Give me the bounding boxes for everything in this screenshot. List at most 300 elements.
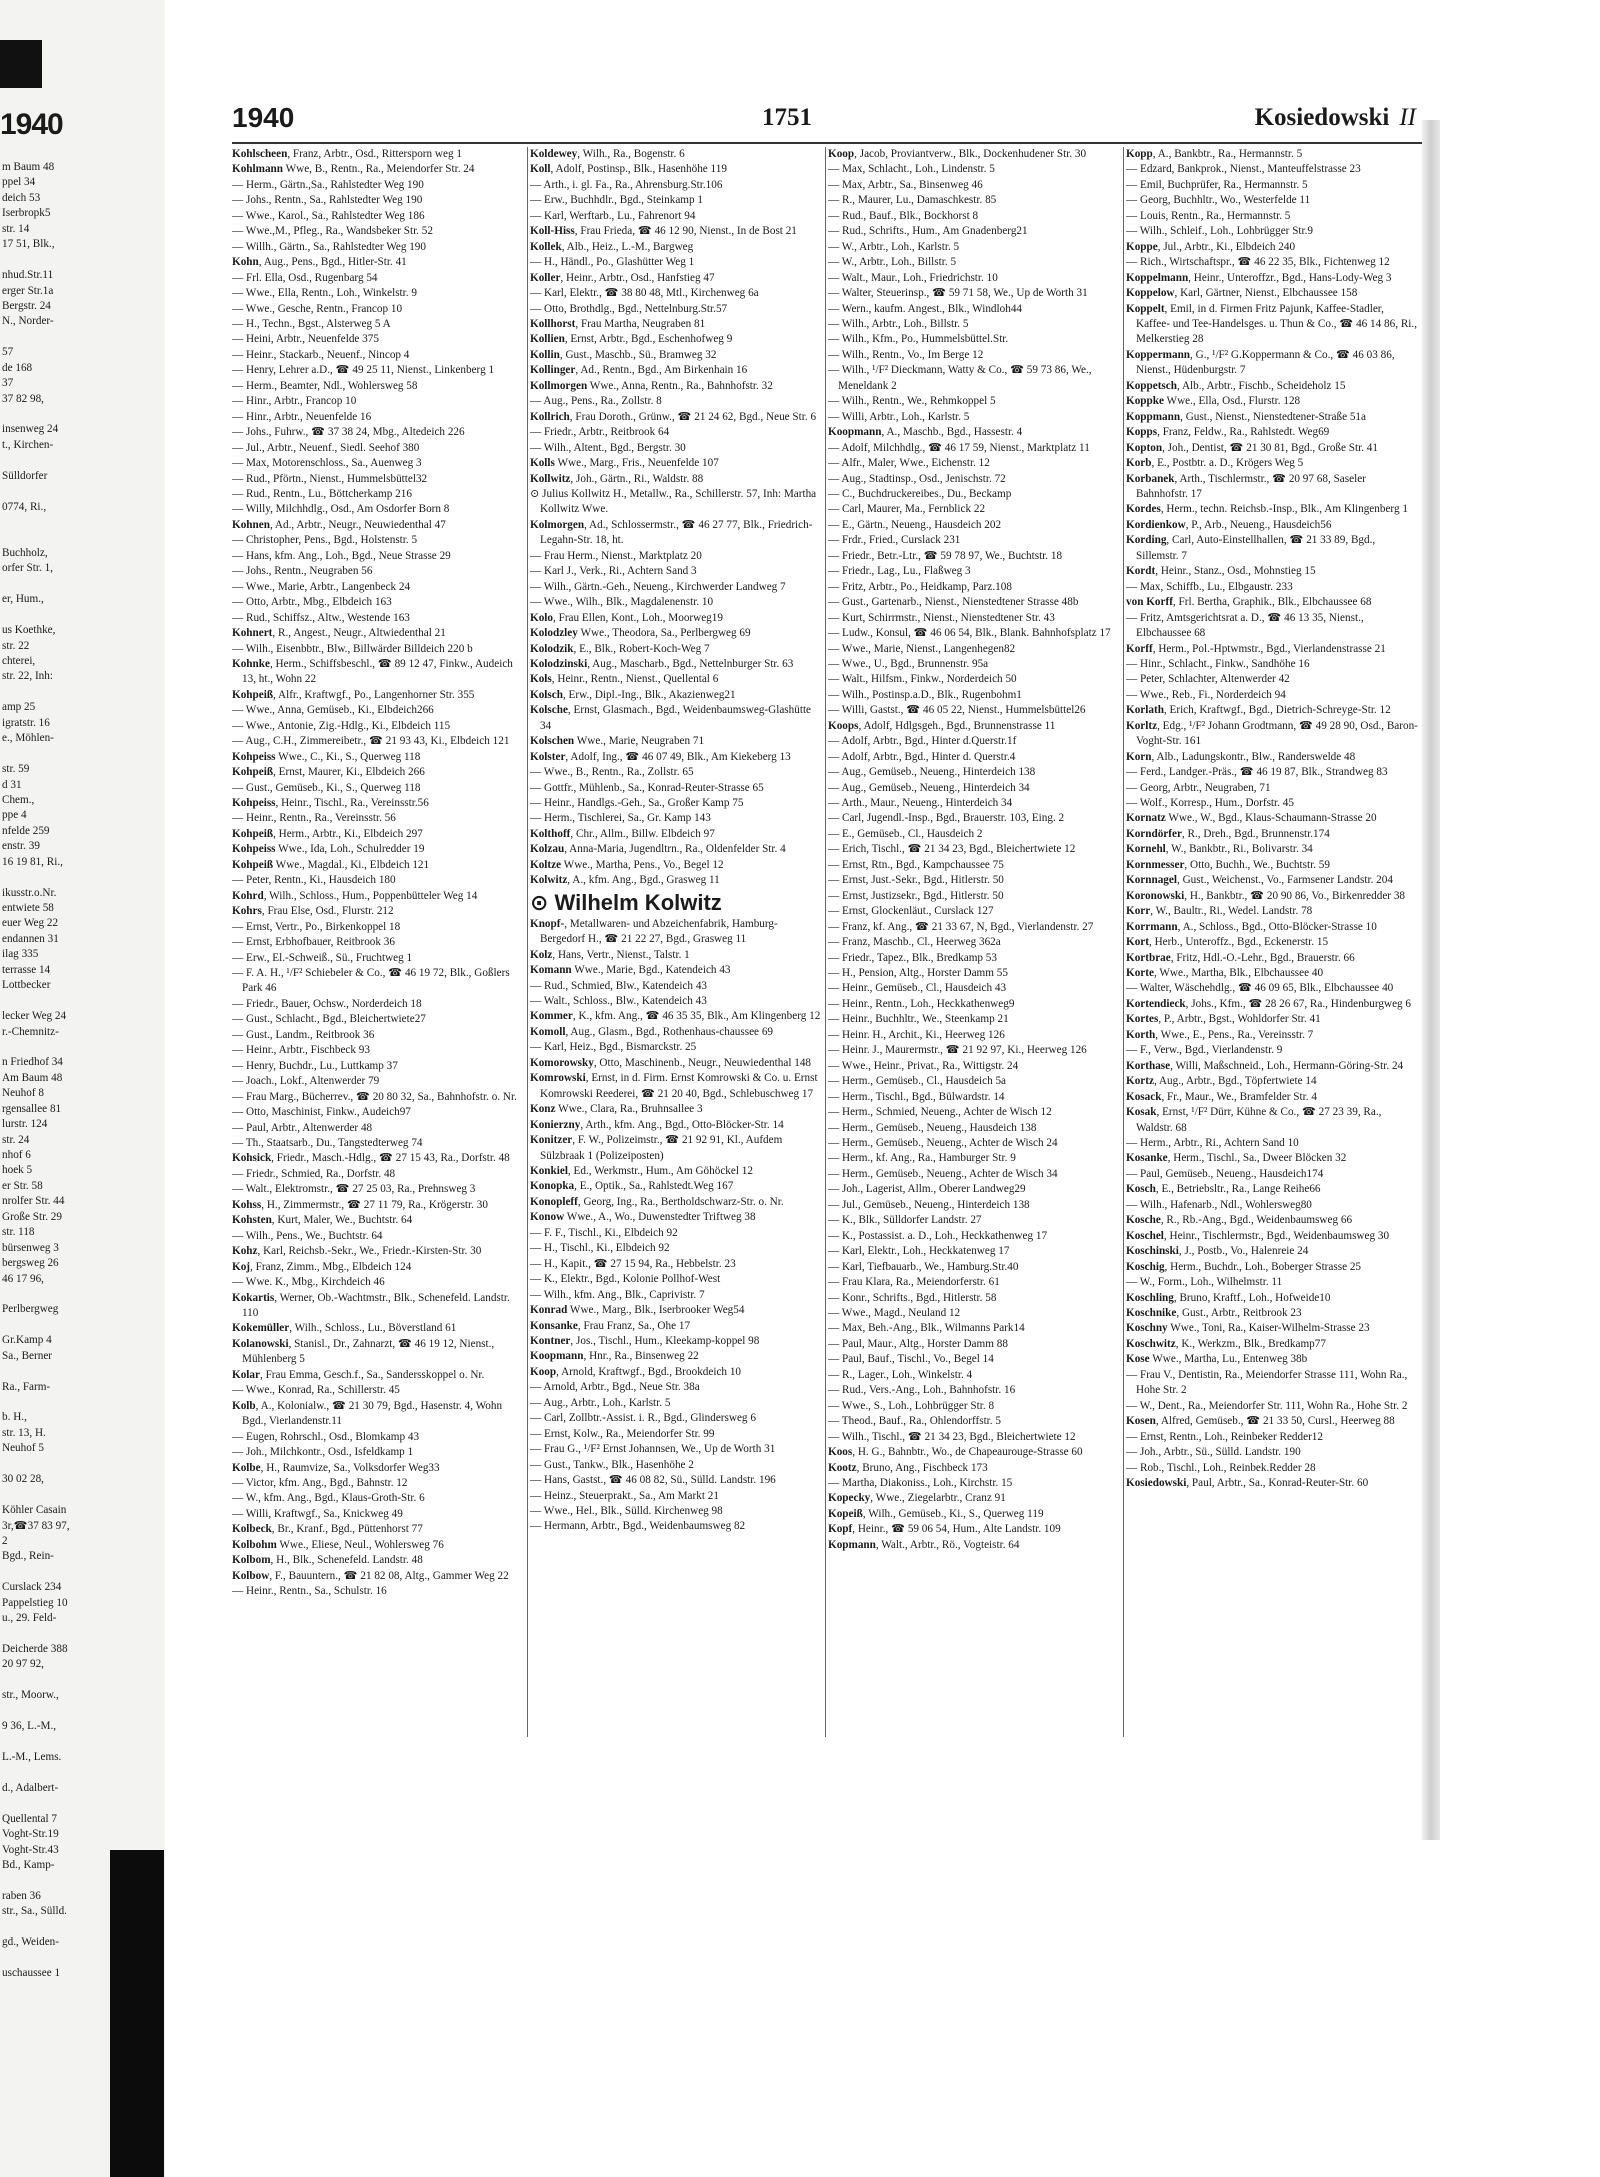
directory-entry: — Friedr., Schmied, Ra., Dorfstr. 48: [232, 1167, 396, 1180]
directory-entry: — Friedr., Betr.-Ltr., ☎ 59 78 97, We., Buchtstr. 18: [828, 549, 1063, 562]
directory-entry: — E., Gärtn., Neueng., Hausdeich 202: [828, 518, 1002, 531]
directory-entry: — Franz, Maschb., Cl., Heerweg 362a: [828, 936, 1001, 949]
fragment-line: d 31: [2, 778, 22, 791]
directory-entry: — Otto, Brothdlg., Bgd., Nettelnburg.Str.57: [530, 302, 728, 315]
fragment-line: deich 53: [2, 191, 41, 204]
directory-entry: Kolschen Wwe., Marie, Neugraben 71: [530, 735, 705, 748]
directory-entry: Korff, Herm., Pol.-Hptwmstr., Bgd., Vierlandenstrasse 21: [1126, 642, 1386, 655]
directory-entry: Kohrs, Frau Else, Osd., Flurstr. 212: [232, 905, 394, 918]
fragment-line: str. 59: [2, 763, 30, 776]
fragment-line: 30 02 28,: [2, 1473, 44, 1486]
fragment-line: Ra., Farm-: [2, 1380, 51, 1393]
directory-entry: — Johs., Rentn., Sa., Rahlstedter Weg 190: [232, 194, 423, 207]
directory-entry: — Walt., Elektromstr., ☎ 27 25 03, Ra., Prehnsweg 3: [232, 1183, 476, 1196]
directory-entry: Kolar, Frau Emma, Gesch.f., Sa., Sandersskoppel o. Nr.: [232, 1368, 485, 1381]
directory-entry: Koos, H. G., Bahnbtr., Wo., de Chapeaurouge-Strasse 60: [828, 1446, 1083, 1459]
directory-entry: — Walter, Wäschehdlg., ☎ 46 09 65, Blk., Elbchaussee 40: [1126, 982, 1394, 995]
directory-entry: — Ernst, Vertr., Po., Birkenkoppel 18: [232, 920, 401, 933]
fragment-line: u., 29. Feld-: [2, 1612, 57, 1625]
fragment-line: chterei,: [2, 655, 36, 667]
directory-entry: — Herm., Gärtn.,Sa., Rahlstedter Weg 190: [232, 178, 424, 191]
directory-entry: Kolls Wwe., Marg., Fris., Neuenfelde 107: [530, 457, 719, 470]
directory-entry: Konkiel, Ed., Werkmstr., Hum., Am Göhöckel 12: [530, 1165, 753, 1177]
directory-entry: Kolbeck, Br., Kranf., Bgd., Püttenhorst 77: [232, 1523, 423, 1536]
directory-entry: — Alfr., Maler, Wwe., Eichenstr. 12: [828, 457, 990, 470]
fragment-line: Perlbergweg: [2, 1303, 59, 1316]
directory-entry: — Heinr., Rentn., Loh., Heckkathenweg9: [828, 997, 1015, 1010]
directory-entry: — Paul, Gemüseb., Neueng., Hausdeich174: [1126, 1167, 1324, 1180]
scan-edge-right-shadow: [1422, 120, 1440, 1840]
directory-entry: — Louis, Rentn., Ra., Hermannstr. 5: [1126, 209, 1291, 222]
directory-entry: Kosche, R., Rb.-Ang., Bgd., Weidenbaumsweg 66: [1126, 1214, 1353, 1227]
directory-entry: Kolmorgen, Ad., Schlossermstr., ☎ 46 27 77, Blk., Friedrich-Legahn-Str. 18, ht.: [530, 518, 813, 547]
directory-entry: — Aug., Pens., Ra., Zollstr. 8: [530, 395, 662, 408]
fragment-line: Bgd., Rein-: [2, 1550, 54, 1563]
directory-entry: — Adolf, Arbtr., Bgd., Hinter d.Querstr.1f: [828, 735, 1017, 748]
directory-entry: — Rud., Pförtn., Nienst., Hummelsbüttel32: [232, 472, 428, 485]
directory-entry: — Wern., kaufm. Angest., Blk., Windloh44: [828, 302, 1023, 315]
fragment-line: Gr.Kamp 4: [2, 1334, 52, 1347]
directory-entry: — Rob., Tischl., Loh., Reinbek.Redder 28: [1126, 1461, 1316, 1474]
directory-entry: Koschwitz, K., Werkzm., Blk., Bredkamp77: [1126, 1337, 1326, 1350]
directory-entry: — Gust., Gemüseb., Ki., S., Querweg 118: [232, 781, 421, 794]
fragment-line: str. 118: [2, 1226, 35, 1239]
directory-entry: — Wwe., B., Rentn., Ra., Zollstr. 65: [530, 766, 694, 779]
fragment-line: Buchholz,: [2, 546, 48, 559]
directory-entry: Kopecky, Wwe., Ziegelarbtr., Cranz 91: [828, 1492, 1006, 1505]
directory-entry: — Hinr., Schlacht., Finkw., Sandhöhe 16: [1126, 657, 1310, 670]
directory-entry: — Carl, Jugendl.-Insp., Bgd., Brauerstr. 103, Eing. 2: [828, 812, 1065, 825]
fragment-line: er, Hum.,: [2, 593, 44, 606]
directory-entry: — Wwe., Ella, Rentn., Loh., Winkelstr. 9: [232, 287, 417, 300]
fragment-line: bergsweg 26: [2, 1257, 59, 1270]
fragment-line: [2, 1457, 152, 1472]
directory-entry: Kohpeiß Wwe., Magdal., Ki., Elbdeich 121: [232, 858, 430, 871]
directory-entry: Kosack, Fr., Maur., We., Bramfelder Str. 4: [1126, 1090, 1317, 1103]
directory-column-4: [1126, 147, 1418, 1735]
directory-entry: Kortes, P., Arbtr., Bgst., Wohldorfer Str. 41: [1126, 1013, 1321, 1026]
directory-entry: Kortbrae, Fritz, Hdl.-O.-Lehr., Bgd., Brauerstr. 66: [1126, 951, 1355, 964]
directory-entry: Kopps, Franz, Feldw., Ra., Rahlstedt. Weg69: [1126, 426, 1330, 439]
directory-entry: — Hans, Gastst., ☎ 46 08 82, Sü., Sülld. Landstr. 196: [530, 1474, 776, 1487]
directory-entry: — Wwe., Hel., Blk., Sülld. Kirchenweg 98: [530, 1504, 723, 1517]
directory-entry: — Heinr., Arbtr., Fischbeck 93: [232, 1044, 370, 1057]
directory-entry: Kortendieck, Johs., Kfm., ☎ 28 26 67, Ra., Hindenburgweg 6: [1126, 997, 1412, 1010]
directory-entry: — Heinz., Steuerprakt., Sa., Am Markt 21: [530, 1489, 719, 1502]
fragment-line: [2, 1318, 152, 1333]
directory-entry: Kornnagel, Gust., Weichenst., Vo., Farmsener Landstr. 204: [1126, 874, 1393, 887]
directory-entry: Kosch, E., Betriebsltr., Ra., Lange Reihe66: [1126, 1183, 1321, 1196]
directory-entry: — Friedr., Bauer, Ochsw., Norderdeich 18: [232, 997, 422, 1010]
fragment-line: lurstr. 124: [2, 1118, 48, 1131]
directory-columns: [232, 147, 1422, 1737]
directory-entry: Koschel, Heinr., Tischlermstr., Bgd., Weidenbaumsweg 30: [1126, 1229, 1390, 1242]
directory-entry: — Wilh., Gärtn.-Geh., Neueng., Kirchwerder Landweg 7: [530, 580, 786, 593]
directory-entry: Kolbom, H., Blk., Schenefeld. Landstr. 48: [232, 1554, 423, 1567]
directory-entry: — Arnold, Arbtr., Bgd., Neue Str. 38a: [530, 1381, 700, 1394]
directory-entry: — Herm., Tischl., Bgd., Bülwardstr. 14: [828, 1090, 1005, 1103]
directory-entry: Korbanek, Arth., Tischlermstr., ☎ 20 97 68, Saseler Bahnhofstr. 17: [1126, 472, 1366, 500]
directory-entry: — Paul, Arbtr., Altenwerder 48: [232, 1121, 373, 1134]
fragment-line: [2, 1395, 152, 1410]
fragment-line: [2, 994, 152, 1009]
directory-entry: — Herm., Gemüseb., Cl., Hausdeich 5a: [828, 1075, 1007, 1088]
fragment-line: bürsenweg 3: [2, 1241, 59, 1254]
directory-entry: Koppke Wwe., Ella, Osd., Flurstr. 128: [1126, 395, 1301, 408]
fragment-line: b. H.,: [2, 1411, 27, 1424]
fragment-line: [2, 407, 152, 422]
directory-entry: Kollien, Ernst, Arbtr., Bgd., Eschenhofweg 9: [530, 333, 733, 346]
directory-entry: Koppetsch, Alb., Arbtr., Fischb., Scheideholz 15: [1126, 379, 1346, 392]
directory-entry: — Walt., Hilfsm., Finkw., Norderdeich 50: [828, 673, 1017, 686]
fragment-line: nfelde 259: [2, 824, 50, 837]
directory-entry: Kosen, Alfred, Gemüseb., ☎ 21 33 50, Cursl., Heerweg 88: [1126, 1415, 1395, 1428]
directory-entry: — Wwe., Konrad, Ra., Schillerstr. 45: [232, 1384, 400, 1397]
directory-entry: Kordt, Heinr., Stanz., Osd., Mohnstieg 15: [1126, 565, 1316, 578]
directory-entry: Koppe, Jul., Arbtr., Ki., Elbdeich 240: [1126, 240, 1296, 253]
fragment-line: nhud.Str.11: [2, 269, 54, 282]
directory-entry: Koppmann, Gust., Nienst., Nienstedtener-Straße 51a: [1126, 410, 1366, 423]
directory-entry: — Wwe., Marie, Nienst., Langenhegen82: [828, 642, 1016, 655]
directory-entry: Kolsche, Ernst, Glasmach., Bgd., Weidenbaumsweg-Glashütte 34: [530, 704, 812, 732]
fragment-line: euer Weg 22: [2, 917, 59, 930]
directory-entry: Kolbow, F., Bauuntern., ☎ 21 82 08, Altg., Gammer Weg 22: [232, 1569, 509, 1582]
directory-entry: Kolb, A., Kolonialw., ☎ 21 30 79, Bgd., Hasenstr. 4, Wohn Bgd., Vierlandenstr.11: [232, 1399, 503, 1428]
directory-entry: — Willi, Gastst., ☎ 46 05 22, Nienst., Hummelsbüttel26: [828, 704, 1086, 717]
directory-entry: — E., Gemüseb., Cl., Hausdeich 2: [828, 827, 983, 840]
fragment-line: [2, 747, 152, 762]
directory-entry: — Herm., Beamter, Ndl., Wohlersweg 58: [232, 379, 418, 392]
directory-entry: Koppelt, Emil, in d. Firmen Fritz Pajunk, Kaffee-Stadler, Kaffee- und Tee-Handelsges. u. Thun & Co., ☎ 46 14 86, Ri., Melkerstieg 28: [1126, 302, 1417, 346]
directory-entry: Komrowski, Ernst, in d. Firm. Ernst Komrowski & Co. u. Ernst Komrowski Reederei, ☎ 21 20 40, Bgd., Schlebuschweg 17: [530, 1072, 818, 1100]
directory-entry: — Rud., Schiffsz., Altw., Westende 163: [232, 611, 410, 624]
directory-entry: — Joh., Lagerist, Allm., Oberer Landweg29: [828, 1183, 1026, 1196]
directory-entry: — Karl, Werftarb., Lu., Fahrenort 94: [530, 209, 696, 222]
fragment-line: str. 13, H.: [2, 1426, 46, 1439]
directory-entry: Kopton, Joh., Dentist, ☎ 21 30 81, Bgd., Große Str. 41: [1126, 441, 1378, 454]
directory-entry: Kopf, Heinr., ☎ 59 06 54, Hum., Alte Landstr. 109: [828, 1523, 1061, 1536]
fragment-line: d., Adalbert-: [2, 1781, 59, 1794]
fragment-line: 0774, Ri.,: [2, 500, 47, 513]
fragment-line: raben 36: [2, 1890, 41, 1902]
directory-entry: Koschinski, J., Postb., Vo., Halenreie 24: [1126, 1245, 1309, 1258]
directory-entry: — Frl. Ella, Osd., Rugenbarg 54: [232, 271, 378, 284]
directory-entry: — Arth., i. gl. Fa., Ra., Ahrensburg.Str.106: [530, 178, 723, 191]
fragment-line: Große Str. 29: [2, 1210, 62, 1223]
directory-entry: — Th., Staatsarb., Du., Tangstedterweg 74: [232, 1137, 423, 1149]
fragment-line: entwiete 58: [2, 902, 54, 914]
directory-entry: Kopeiß, Wilh., Gemüseb., Ki., S., Querweg 119: [828, 1507, 1044, 1520]
fragment-line: 16 19 81, Ri.,: [2, 855, 63, 868]
page-header: [232, 100, 1422, 140]
directory-entry: Kohlscheen, Franz, Arbtr., Osd., Rittersporn weg 1: [232, 148, 462, 160]
directory-entry: — Ludw., Konsul, ☎ 46 06 54, Blk., Blank. Bahnhofsplatz 17: [828, 627, 1111, 640]
directory-entry: — Wilh., Schleif., Loh., Lohbrügger Str.9: [1126, 225, 1314, 238]
directory-entry: Kolthoff, Chr., Allm., Billw. Elbdeich 97: [530, 827, 715, 840]
directory-entry: — Jul., Gemüseb., Neueng., Hinterdeich 138: [828, 1198, 1030, 1211]
directory-entry: — Aug., Gemüseb., Neueng., Hinterdeich 138: [828, 766, 1036, 779]
directory-entry: Kording, Carl, Auto-Einstellhallen, ☎ 21 33 89, Bgd., Sillemstr. 7: [1126, 534, 1376, 562]
fragment-line: [2, 453, 152, 468]
fragment-line: [2, 870, 152, 885]
fragment-line: amp 25: [2, 701, 36, 714]
directory-entry: — C., Buchdruckereibes., Du., Beckamp: [828, 487, 1012, 500]
directory-entry: Kontner, Jos., Tischl., Hum., Kleekamp-koppel 98: [530, 1334, 760, 1347]
directory-entry: Kornatz Wwe., W., Bgd., Klaus-Schaumann-Strasse 20: [1126, 812, 1377, 825]
directory-entry: — R., Lager., Loh., Winkelstr. 4: [828, 1368, 973, 1381]
directory-entry: Kohpeiß, Herm., Arbtr., Ki., Elbdeich 297: [232, 827, 423, 840]
directory-entry: — Max, Beh.-Ang., Blk., Wilmanns Park14: [828, 1322, 1025, 1335]
directory-entry: — Aug., Arbtr., Loh., Karlstr. 5: [530, 1396, 671, 1409]
directory-entry: Kollhorst, Frau Martha, Neugraben 81: [530, 317, 706, 330]
fragment-line: [2, 1565, 152, 1580]
directory-entry: — Walter, Steuerinsp., ☎ 59 71 58, We., Up de Worth 31: [828, 287, 1088, 300]
directory-entry: — Karl, Heiz., Bgd., Bismarckstr. 25: [530, 1041, 697, 1054]
directory-entry: — Ernst, Rentn., Loh., Reinbeker Redder12: [1126, 1430, 1323, 1443]
fragment-line: orfer Str. 1,: [2, 562, 53, 575]
directory-entry: Kolzau, Anna-Maria, Jugendltrn., Ra., Oldenfelder Str. 4: [530, 843, 786, 856]
directory-entry: Kokartis, Werner, Ob.-Wachtmstr., Blk., Schenefeld. Landstr. 110: [232, 1291, 510, 1319]
directory-entry: Komann Wwe., Marie, Bgd., Katendeich 43: [530, 964, 731, 977]
directory-entry: Kosak, Ernst, ¹/F² Dürr, Kühne & Co., ☎ 27 23 39, Ra., Waldstr. 68: [1126, 1106, 1382, 1134]
fragment-line: de 168: [2, 361, 33, 374]
directory-entry: Kohsten, Kurt, Maler, We., Buchtstr. 64: [232, 1214, 413, 1227]
directory-entry: — Karl, Tiefbauarb., We., Hamburg.Str.40: [828, 1260, 1019, 1273]
directory-entry: — Max, Arbtr., Sa., Binsenweg 46: [828, 178, 983, 191]
directory-entry: — Friedr., Tapez., Blk., Bredkamp 53: [828, 951, 997, 964]
column-rule: [527, 147, 528, 1737]
fragment-line: str., Sa., Sülld.: [2, 1905, 67, 1918]
directory-entry: ⊙ Wilhelm Kolwitz: [530, 889, 722, 915]
directory-entry: Kohnke, Herm., Schiffsbeschl., ☎ 89 12 47, Finkw., Audeich 13, ht., Wohn 22: [232, 657, 513, 686]
directory-entry: Koschnike, Gust., Arbtr., Reitbrook 23: [1126, 1306, 1302, 1319]
directory-entry: — Wwe., Gesche, Rentn., Francop 10: [232, 302, 403, 315]
directory-entry: — Wilh., Rentn., We., Rehmkoppel 5: [828, 395, 996, 408]
directory-entry: — Wwe., Reb., Fi., Norderdeich 94: [1126, 688, 1286, 701]
directory-entry: Kolbohm Wwe., Eliese, Neul., Wohlersweg 76: [232, 1538, 444, 1551]
directory-entry: — Wilh., Postinsp.a.D., Blk., Rugenbohm1: [828, 688, 1022, 701]
directory-entry: von Korff, Frl. Bertha, Graphik., Blk., Elbchaussee 68: [1126, 596, 1372, 609]
directory-entry: Korr, W., Baultr., Ri., Wedel. Landstr. 78: [1126, 905, 1313, 918]
directory-entry: Konopka, E., Optik., Sa., Rahlstedt.Weg 167: [530, 1180, 734, 1193]
directory-entry: Koll-Hiss, Frau Frieda, ☎ 46 12 90, Nienst., In de Bost 21: [530, 225, 797, 238]
fragment-line: endannen 31: [2, 932, 59, 945]
directory-entry: — Wolf., Korresp., Hum., Dorfstr. 45: [1126, 797, 1294, 810]
directory-entry: Korndörfer, R., Dreh., Bgd., Brunnenstr.174: [1126, 827, 1330, 840]
directory-entry: — K., Postassist. a. D., Loh., Heckkathenweg 17: [828, 1229, 1048, 1242]
directory-entry: — Ernst, Glockenläut., Curslack 127: [828, 905, 994, 918]
fragment-line: [2, 531, 152, 546]
directory-entry: Koopmann, Hnr., Ra., Binsenweg 22: [530, 1350, 699, 1363]
fragment-line: str. 22: [2, 639, 30, 652]
fragment-line: str., Moorw.,: [2, 1689, 59, 1702]
fragment-line: Pappelstieg 10: [2, 1596, 68, 1609]
directory-entry: — Gust., Schlacht., Bgd., Bleichertwiete27: [232, 1013, 426, 1026]
directory-entry: Korrmann, A., Schloss., Bgd., Otto-Blöcker-Strasse 10: [1126, 920, 1377, 933]
directory-entry: Kohpeiss, Heinr., Tischl., Ra., Vereinsstr.56: [232, 797, 429, 810]
directory-entry: — Aug., C.H., Zimmereibetr., ☎ 21 93 43, Ki., Elbdeich 121: [232, 735, 510, 748]
directory-entry: — Adolf, Milchhdlg., ☎ 46 17 59, Nienst., Marktplatz 11: [828, 441, 1090, 454]
fragment-line: 37: [2, 377, 14, 390]
fragment-line: Iserbropk5: [2, 207, 51, 220]
directory-entry: Kohrd, Wilh., Schloss., Hum., Poppenbütteler Weg 14: [232, 889, 478, 902]
directory-entry: Korltz, Edg., ¹/F² Johann Grodtmann, ☎ 49 28 90, Osd., Baron-Voght-Str. 161: [1126, 719, 1418, 748]
directory-entry: — Wwe., Wilh., Blk., Magdalenenstr. 10: [530, 596, 714, 609]
fragment-line: Sa., Berner: [2, 1349, 53, 1362]
directory-entry: — Wilh., kfm. Ang., Blk., Caprivistr. 7: [530, 1288, 705, 1301]
fragment-line: ilag 335: [2, 948, 39, 961]
fragment-line: Bd., Kamp-: [2, 1859, 55, 1872]
directory-entry: Kort, Herb., Unteroffz., Bgd., Eckenerstr. 15: [1126, 936, 1329, 949]
directory-entry: Komoll, Aug., Glasm., Bgd., Rothenhaus-chaussee 69: [530, 1025, 774, 1038]
directory-entry: — Fritz, Arbtr., Po., Heidkamp, Parz.108: [828, 580, 1012, 593]
directory-entry: — Joach., Lokf., Altenwerder 79: [232, 1075, 380, 1088]
directory-entry: — Herm., kf. Ang., Ra., Hamburger Str. 9: [828, 1152, 1016, 1165]
fragment-line: 46 17 96,: [2, 1272, 44, 1285]
directory-entry: — Frau G., ¹/F² Ernst Johannsen, We., Up de Worth 31: [530, 1443, 776, 1456]
fragment-line: Chem.,: [2, 793, 35, 806]
fragment-line: [2, 1364, 152, 1379]
fragment-line: uschaussee 1: [2, 1967, 61, 1980]
directory-entry: Kolanowski, Stanisl., Dr., Zahnarzt, ☎ 46 19 12, Nienst., Mühlenberg 5: [232, 1337, 495, 1366]
directory-entry: — Wilh., Tischl., ☎ 21 34 23, Bgd., Bleichertwiete 12: [828, 1430, 1076, 1443]
directory-entry: — W., kfm. Ang., Bgd., Klaus-Groth-Str. 6: [232, 1492, 425, 1505]
directory-entry: Kornehl, W., Bankbtr., Ri., Bolivarstr. 34: [1126, 843, 1313, 856]
directory-entry: — Heinr., Rentn., Sa., Schulstr. 16: [232, 1585, 387, 1598]
directory-entry: — Otto, Arbtr., Mbg., Elbdeich 163: [232, 596, 392, 609]
directory-entry: — Gust., Tankw., Blk., Hasenhöhe 2: [530, 1458, 694, 1471]
directory-entry: — Jul., Arbtr., Neuenf., Siedl. Seehof 380: [232, 441, 420, 454]
directory-entry: Kose Wwe., Martha, Lu., Entenweg 38b: [1126, 1353, 1308, 1366]
directory-entry: — Frau Herm., Nienst., Marktplatz 20: [530, 549, 702, 562]
fragment-line: str. 24: [2, 1133, 30, 1146]
directory-entry: Koldewey, Wilh., Ra., Bogenstr. 6: [530, 148, 685, 160]
fragment-line: [2, 577, 152, 592]
directory-entry: — Karl, Elektr., Loh., Heckkatenweg 17: [828, 1245, 1010, 1258]
directory-entry: Kosiedowski, Paul, Arbtr., Sa., Konrad-Reuter-Str. 60: [1126, 1476, 1369, 1489]
directory-entry: — Rud., Schmied, Blw., Katendeich 43: [530, 979, 708, 992]
fragment-line: 57: [2, 346, 14, 359]
fragment-line: Köhler Casain: [2, 1504, 67, 1517]
directory-entry: Koronowski, H., Bankbtr., ☎ 20 90 86, Vo., Birkenredder 38: [1126, 889, 1406, 902]
directory-entry: — W., Dent., Ra., Meiendorfer Str. 111, Wohn Ra., Hohe Str. 2: [1126, 1399, 1408, 1412]
directory-entry: — Frdr., Fried., Curslack 231: [828, 534, 961, 547]
directory-entry: — Wilh., Hafenarb., Ndl., Wohlersweg80: [1126, 1198, 1312, 1211]
running-head: [1255, 104, 1416, 132]
directory-entry: — Willh., Gärtn., Sa., Rahlstedter Weg 190: [232, 240, 426, 253]
directory-entry: — W., Arbtr., Loh., Karlstr. 5: [828, 240, 960, 253]
directory-entry: — Otto, Maschinist, Finkw., Audeich97: [232, 1106, 411, 1119]
directory-column-3: [828, 147, 1120, 1735]
directory-entry: — Theod., Bauf., Ra., Ohlendorffstr. 5: [828, 1415, 1001, 1428]
directory-entry: Koopmann, A., Maschb., Bgd., Hassestr. 4: [828, 426, 1023, 439]
directory-entry: — Max, Schlacht., Loh., Lindenstr. 5: [828, 163, 995, 176]
fragment-line: nrolfer Str. 44: [2, 1195, 65, 1208]
directory-entry: — F. F., Tischl., Ki., Elbdeich 92: [530, 1226, 678, 1239]
directory-entry: ⊙ Julius Kollwitz H., Metallw., Ra., Schillerstr. 57, Inh: Martha Kollwitz Wwe.: [530, 487, 817, 516]
directory-entry: — Carl, Zollbtr.-Assist. i. R., Bgd., Glindersweg 6: [530, 1412, 756, 1425]
directory-entry: — Ernst, Rtn., Bgd., Kampchaussee 75: [828, 858, 1004, 871]
directory-entry: Kohpeiß, Ernst, Maurer, Ki., Elbdeich 266: [232, 766, 425, 779]
directory-entry: Kollinger, Ad., Rentn., Bgd., Am Birkenhain 16: [530, 364, 748, 377]
directory-entry: — Kurt, Schirrmstr., Nienst., Nienstedtener Str. 43: [828, 611, 1055, 624]
fragment-line: L.-M., Lems.: [2, 1751, 62, 1764]
directory-entry: — Eugen, Rohrschl., Osd., Blomkamp 43: [232, 1430, 420, 1443]
directory-entry: — Hans, kfm. Ang., Loh., Bgd., Neue Strasse 29: [232, 549, 451, 562]
fragment-line: 2: [2, 1534, 8, 1547]
running-head-name: Kosiedowski: [1254, 104, 1390, 131]
directory-entry: — Herm., Schmied, Neueng., Achter de Wisch 12: [828, 1106, 1052, 1119]
fragment-line: Curslack 234: [2, 1581, 62, 1594]
directory-entry: Koppelmann, Heinr., Unteroffzr., Bgd., Hans-Lody-Weg 3: [1126, 271, 1392, 284]
directory-entry: — Wwe., U., Bgd., Brunnenstr. 95a: [828, 657, 989, 670]
column-rule: [1123, 147, 1124, 1737]
directory-entry: Kohpeiß, Alfr., Kraftwgf., Po., Langenhorner Str. 355: [232, 688, 475, 701]
directory-entry: — Henry, Lehrer a.D., ☎ 49 25 11, Nienst., Linkenberg 1: [232, 364, 495, 377]
fragment-line: 3r,☎37 83 97,: [2, 1519, 70, 1532]
directory-entry: — Karl J., Verk., Ri., Achtern Sand 3: [530, 565, 697, 578]
directory-entry: Kolo, Frau Ellen, Kont., Loh., Moorweg19: [530, 611, 723, 624]
directory-entry: Knopf-, Metallwaren- und Abzeichenfabrik, Hamburg-Bergedorf H., ☎ 21 22 27, Bgd., Grasweg 11: [530, 917, 778, 946]
fragment-line: [2, 1796, 152, 1811]
directory-entry: — Victor, kfm. Ang., Bgd., Bahnstr. 12: [232, 1476, 408, 1489]
directory-entry: — Paul, Bauf., Tischl., Vo., Begel 14: [828, 1353, 994, 1366]
directory-entry: Korthase, Willi, Maßschneid., Loh., Hermann-Göring-Str. 24: [1126, 1059, 1404, 1072]
directory-entry: — Gust., Landm., Reitbrook 36: [232, 1028, 375, 1041]
directory-entry: Korlath, Erich, Kraftwgf., Bgd., Dietrich-Schreyge-Str. 12: [1126, 704, 1391, 717]
directory-entry: Kohpeiss Wwe., C., Ki., S., Querweg 118: [232, 750, 421, 763]
fragment-line: [2, 1735, 152, 1750]
directory-entry: Kokemüller, Wilh., Schloss., Lu., Böverstland 61: [232, 1322, 457, 1335]
directory-entry: Kohlmann Wwe, B., Rentn., Ra., Meiendorfer Str. 24: [232, 163, 475, 176]
fragment-line: 20 97 92,: [2, 1658, 44, 1671]
directory-entry: Kornmesser, Otto, Buchh., We., Buchtstr. 59: [1126, 858, 1330, 871]
directory-entry: — Arth., Maur., Neueng., Hinterdeich 34: [828, 797, 1013, 810]
directory-entry: — Rud., Vers.-Ang., Loh., Bahnhofstr. 16: [828, 1384, 1016, 1397]
directory-entry: — Frau Klara, Ra., Meiendorferstr. 61: [828, 1276, 1000, 1289]
directory-entry: Kohn, Aug., Pens., Bgd., Hitler-Str. 41: [232, 256, 407, 269]
fragment-line: [2, 1040, 152, 1055]
fragment-line: us Koethke,: [2, 624, 56, 637]
directory-entry: — Joh., Arbtr., Sü., Sülld. Landstr. 190: [1126, 1446, 1301, 1459]
directory-entry: — Willi, Arbtr., Loh., Karlstr. 5: [828, 410, 970, 423]
fragment-line: ikusstr.o.Nr.: [2, 886, 57, 899]
directory-entry: Kolbe, H., Raumvize, Sa., Volksdorfer Weg33: [232, 1461, 440, 1474]
fragment-line: str. 22, Inh:: [2, 670, 53, 683]
directory-entry: — Willi, Kraftwgf., Sa., Knickweg 49: [232, 1507, 403, 1520]
directory-entry: Koop, Arnold, Kraftwgf., Bgd., Brookdeich 10: [530, 1365, 742, 1378]
directory-entry: — Ferd., Landger.-Präs., ☎ 46 19 87, Blk., Strandweg 83: [1126, 766, 1388, 779]
directory-entry: Kohsick, Friedr., Masch.-Hdlg., ☎ 27 15 43, Ra., Dorfstr. 48: [232, 1152, 510, 1165]
directory-entry: Kootz, Bruno, Ang., Fischbeck 173: [828, 1461, 988, 1474]
fragment-line: terrasse 14: [2, 963, 51, 976]
directory-entry: — Ernst, Justizsekr., Bgd., Hitlerstr. 50: [828, 889, 1004, 902]
fragment-line: Lottbecker: [2, 979, 51, 992]
directory-entry: — Rud., Bauf., Blk., Bockhorst 8: [828, 209, 979, 222]
directory-entry: Koppelow, Karl, Gärtner, Nienst., Elbchaussee 158: [1126, 287, 1358, 300]
directory-entry: Kommer, K., kfm. Ang., ☎ 46 35 35, Blk., Am Klingenberg 12: [530, 1010, 821, 1023]
left-page-year: 1940: [0, 108, 63, 141]
directory-entry: Kolodzley Wwe., Theodora, Sa., Perlbergweg 69: [530, 627, 751, 640]
directory-entry: — Heinr., Buchhltr., We., Steenkamp 21: [828, 1013, 1009, 1026]
fragment-line: N., Norder-: [2, 315, 54, 328]
directory-column-1: [232, 147, 524, 1735]
directory-column-2: [530, 147, 822, 1735]
directory-entry: — Ernst, Kolw., Ra., Meiendorfer Str. 99: [530, 1427, 715, 1440]
directory-entry: Konrad Wwe., Marg., Blk., Iserbrooker Weg54: [530, 1304, 745, 1317]
directory-entry: — Friedr., Lag., Lu., Flaßweg 3: [828, 565, 971, 578]
directory-entry: — Erich, Tischl., ☎ 21 34 23, Bgd., Bleichertwiete 12: [828, 843, 1076, 856]
